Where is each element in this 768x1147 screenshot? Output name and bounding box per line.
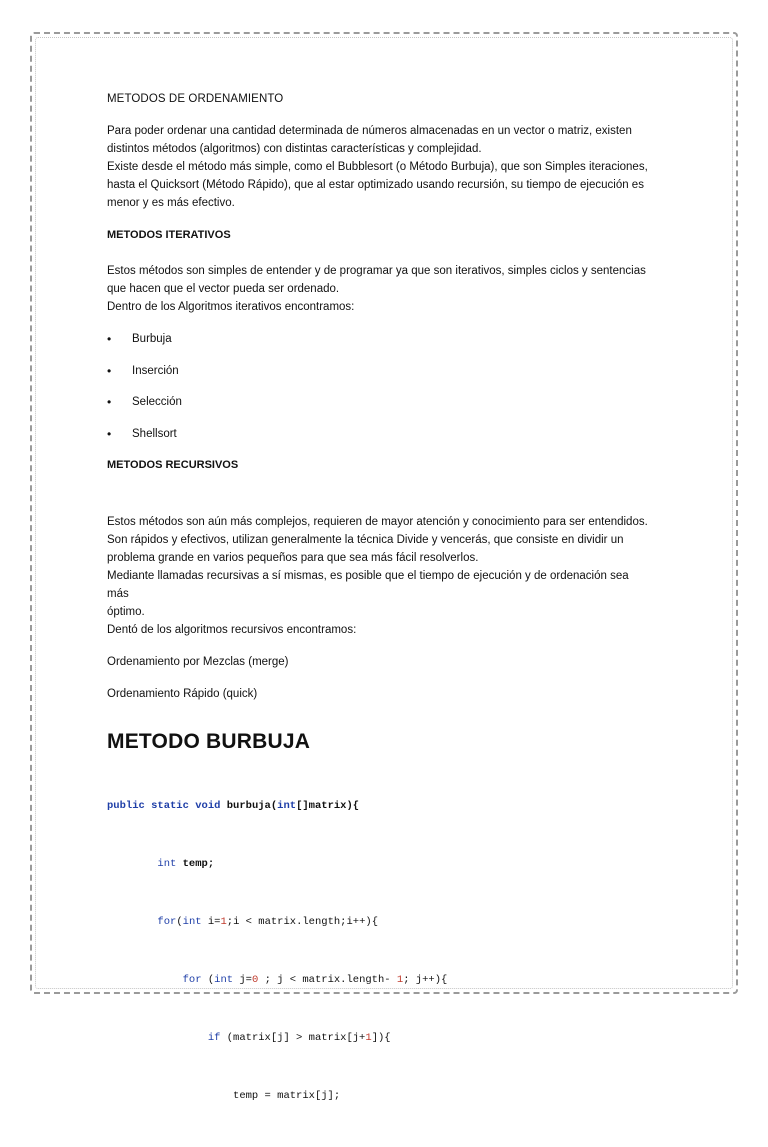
recursive-item-merge: Ordenamiento por Mezclas (merge) (107, 656, 289, 668)
list-item (107, 393, 652, 411)
list-item-label: Shellsort (132, 427, 177, 440)
code-text: []matrix){ (296, 800, 360, 812)
iterative-list (107, 330, 652, 443)
list-item-label: Selección (132, 396, 182, 408)
list-item (107, 362, 652, 380)
intro-line: menor y es más efectivo. (107, 197, 235, 209)
recursive-line: Mediante llamadas recursivas a sí mismas, es posible que el tiempo de ejecución y de ordenación sea más (107, 570, 629, 600)
code-keyword: int (182, 916, 202, 928)
code-indent (107, 974, 183, 986)
code-text: ( (201, 974, 215, 986)
list-item-label: Inserción (132, 364, 179, 377)
iterative-line: Estos métodos son simples de entender y de programar ya que son iterativos, simples ciclos y sentencias (107, 265, 646, 277)
recursive-line: Dentó de los algoritmos recursivos encontramos: (107, 624, 357, 636)
iterative-line: Dentro de los Algoritmos iterativos encontramos: (107, 301, 355, 313)
code-keyword: int (277, 800, 297, 812)
iterative-heading: METODOS ITERATIVOS (107, 229, 231, 241)
code-text: (matrix[j] > matrix[j+ (220, 1032, 366, 1044)
list-item-label: Burbuja (132, 333, 172, 345)
code-line (107, 973, 652, 988)
recursive-line: Son rápidos y efectivos, utilizan generalmente la técnica Divide y vencerás, que consiste en dividir un (107, 534, 624, 546)
code-line (107, 1089, 652, 1104)
iterative-line: que hacen que el vector pueda ser ordenado. (107, 283, 340, 295)
code-indent (107, 1090, 233, 1102)
document-body (107, 90, 652, 1147)
code-text: ; j < matrix.length- (258, 974, 397, 986)
code-number: 1 (365, 1032, 372, 1044)
bullet-icon: • (107, 332, 112, 346)
page-title: METODOS DE ORDENAMIENTO (107, 93, 284, 105)
bullet-icon: • (107, 426, 112, 441)
bullet-icon: • (107, 395, 112, 409)
code-text: temp = matrix[j]; (233, 1090, 341, 1102)
code-keyword: int (214, 974, 234, 986)
code-text: temp; (176, 858, 215, 870)
bubble-title: METODO BURBUJA (107, 730, 311, 753)
recursive-paragraph (107, 513, 652, 639)
recursive-line: óptimo. (107, 606, 145, 618)
code-keyword: public static void (107, 800, 227, 812)
code-number: 0 (251, 974, 259, 986)
code-text: ;i < matrix.length;i++){ (226, 916, 378, 928)
bullet-icon: • (107, 363, 112, 378)
intro-line: Para poder ordenar una cantidad determinada de números almacenadas en un vector o matriz, existen (107, 125, 632, 137)
recursive-line: Estos métodos son aún más complejos, requieren de mayor atención y conocimiento para ser entendidos. (107, 516, 648, 528)
code-text: j= (233, 974, 252, 986)
intro-paragraph (107, 122, 652, 212)
code-text: ]){ (371, 1032, 391, 1044)
recursive-item-quick: Ordenamiento Rápido (quick) (107, 688, 258, 700)
list-item (107, 425, 652, 443)
intro-line: distintos métodos (algoritmos) con distintas características y complejidad. (107, 143, 482, 155)
list-item (107, 330, 652, 348)
code-indent (107, 858, 157, 870)
recursive-heading: METODOS RECURSIVOS (107, 459, 239, 471)
recursive-line: problema grande en varios pequeños para que sea más fácil resolverlos. (107, 552, 479, 564)
code-line (107, 915, 652, 930)
code-line (107, 1031, 652, 1046)
code-keyword: int (157, 858, 177, 870)
intro-line: hasta el Quicksort (Método Rápido), que al estar optimizado usando recursión, su tiempo de ejecución es (107, 179, 644, 191)
code-text: burbuja( (226, 800, 278, 812)
iterative-paragraph (107, 262, 652, 316)
code-text: ( (176, 916, 183, 928)
intro-line: Existe desde el método más simple, como el Bubblesort (o Método Burbuja), que son Simples iteraciones, (107, 161, 648, 173)
code-keyword: if (207, 1032, 221, 1044)
code-indent (107, 916, 157, 928)
code-block (107, 769, 652, 1147)
code-indent (107, 1032, 208, 1044)
code-keyword: for (157, 916, 177, 928)
code-text: ; j++){ (403, 974, 448, 986)
code-line (107, 799, 652, 814)
code-number: 1 (220, 916, 227, 928)
code-keyword: for (182, 974, 202, 986)
code-number: 1 (396, 974, 404, 986)
code-text: i= (201, 916, 221, 928)
code-line (107, 857, 652, 872)
